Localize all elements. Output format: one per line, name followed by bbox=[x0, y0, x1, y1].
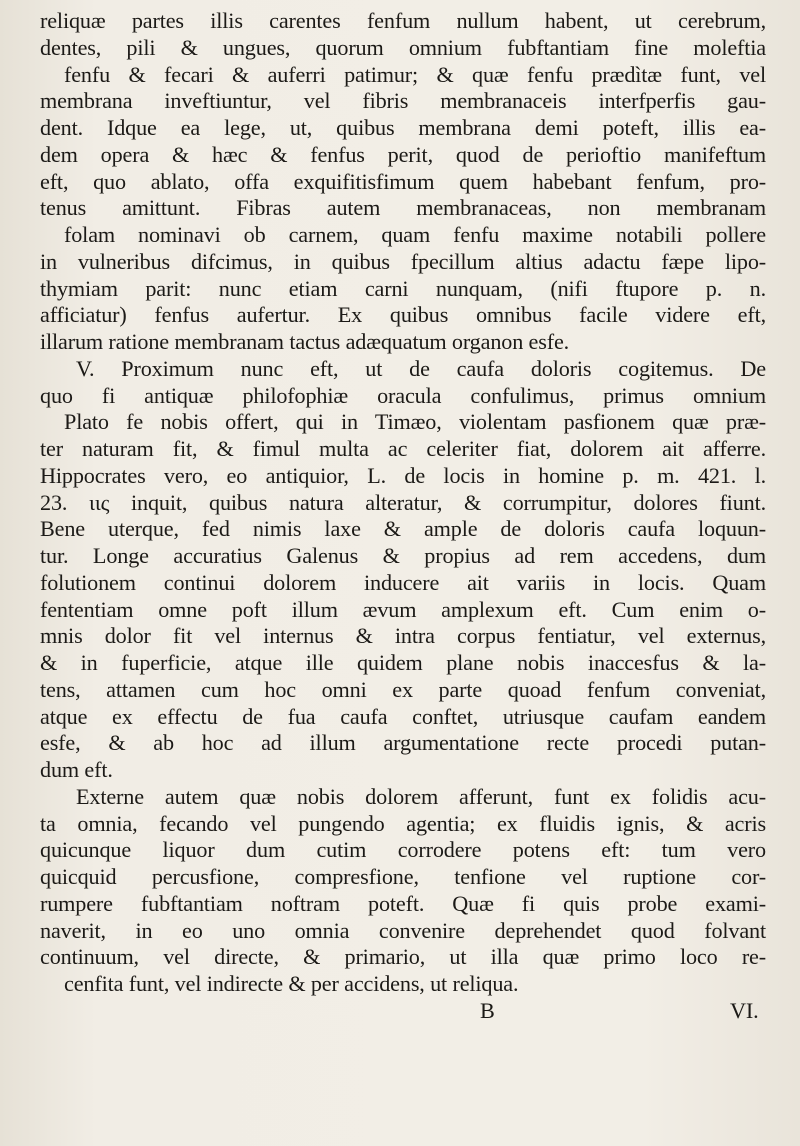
page-footer bbox=[40, 998, 766, 1025]
text-line: illarum ratione membranam tactus adæquatum organon esfe. bbox=[40, 329, 570, 354]
text-line: ta omnia, fecando vel pungendo agentia; ex fluidis ignis, & acris bbox=[40, 810, 766, 836]
text-line: ter naturam fit, & fimul multa ac celeriter fiat, dolorem ait afferre. bbox=[40, 436, 766, 461]
text-line: cenfita funt, vel indirecte & per accidens, ut reliqua. bbox=[64, 971, 519, 996]
text-line: afficiatur) fenfus aufertur. Ex quibus omnibus facile videre eft, bbox=[40, 302, 766, 328]
body-text bbox=[40, 8, 766, 1025]
text-line: quicquid percusfione, compresfione, tenfione vel ruptione cor- bbox=[40, 864, 766, 889]
text-line: continuum, vel directe, & primario, ut illa quæ primo loco re- bbox=[40, 944, 766, 970]
text-line: quo fi antiquæ philofophiæ oracula confulimus, primus omnium bbox=[40, 382, 766, 408]
text-line: fententiam omne poft illum ævum amplexum eft. Cum enim o- bbox=[40, 596, 766, 622]
text-line: rumpere fubftantiam noftram poteft. Quæ fi quis probe exami- bbox=[40, 890, 766, 916]
text-line: dum eft. bbox=[40, 757, 113, 782]
text-line: folutionem continui dolorem inducere ait variis in locis. Quam bbox=[40, 569, 766, 595]
signature-mark: B bbox=[480, 997, 495, 1023]
paragraph-start: Externe autem quæ nobis dolorem afferunt, funt ex folidis acu- bbox=[76, 783, 766, 809]
text-line: naverit, in eo uno omnia convenire deprehendet quod folvant bbox=[40, 917, 766, 943]
section-v-start: V. Proximum nunc eft, ut de caufa doloris cogitemus. De bbox=[76, 355, 766, 381]
text-line: dent. Idque ea lege, ut, quibus membrana demi poteft, illis ea- bbox=[40, 115, 766, 140]
text-line: 23. ιις inquit, quibus natura alteratur, & corrumpitur, dolores fiunt. bbox=[40, 489, 766, 515]
text-line: dem opera & hæc & fenfus perit, quod de perioftio manifeftum bbox=[40, 141, 766, 167]
text-line: Hippocrates vero, eo antiquior, L. de locis in homine p. m. 421. l. bbox=[40, 462, 766, 488]
text-line: & in fuperficie, atque ille quidem plane nobis inaccesfus & la- bbox=[40, 650, 766, 675]
text-line: thymiam parit: nunc etiam carni nunquam, (nifi ftupore p. n. bbox=[40, 275, 766, 301]
text-line: membrana inveftiuntur, vel fibris membranaceis interfperfis gau- bbox=[40, 88, 766, 114]
text-line: atque ex effectu de fua caufa conftet, utriusque caufam eandem bbox=[40, 703, 766, 729]
text-line: mnis dolor fit vel internus & intra corpus fentiatur, vel externus, bbox=[40, 623, 766, 649]
text-line: in vulneribus difcimus, in quibus fpecillum altius adactu fæpe lipo- bbox=[40, 248, 766, 274]
text-line: reliquæ partes illis carentes fenfum nullum habent, ut cerebrum, bbox=[40, 8, 766, 33]
text-line: Bene uterque, fed nimis laxe & ample de doloris caufa loquun- bbox=[40, 516, 766, 542]
text-line: esfe, & ab hoc ad illum argumentatione recte procedi putan- bbox=[40, 730, 766, 756]
text-line: quicunque liquor dum cutim corrodere potens eft: tum vero bbox=[40, 837, 766, 863]
text-line: eft, quo ablato, offa exquifitisfimum quem habebant fenfum, pro- bbox=[40, 168, 766, 194]
text-line: fenfu & fecari & auferri patimur; & quæ fenfu prædìtæ funt, vel bbox=[64, 61, 766, 87]
text-line: tenus amittunt. Fibras autem membranaceas, non membranam bbox=[40, 195, 766, 221]
text-line: dentes, pili & ungues, quorum omnium fubftantiam fine moleftia bbox=[40, 34, 766, 60]
text-line: tur. Longe accuratius Galenus & propius ad rem accedens, dum bbox=[40, 543, 766, 568]
text-line: tens, attamen cum hoc omni ex parte quoad fenfum conveniat, bbox=[40, 676, 766, 702]
text-line: Plato fe nobis offert, qui in Timæo, violentam pasfionem quæ præ- bbox=[64, 409, 766, 435]
catchword: VI. bbox=[730, 997, 759, 1023]
text-line: folam nominavi ob carnem, quam fenfu maxime notabili pollere bbox=[64, 222, 766, 247]
